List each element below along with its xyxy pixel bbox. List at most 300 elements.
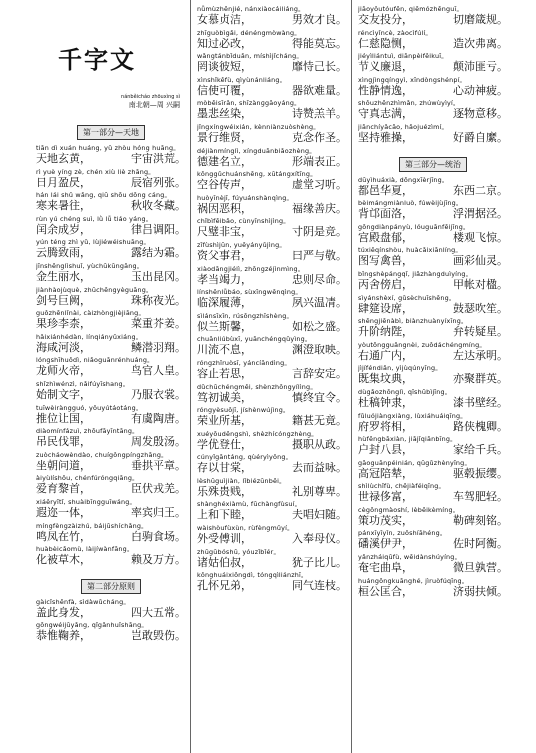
verse-line bbox=[36, 427, 186, 451]
verse-line bbox=[197, 548, 347, 572]
verse-line bbox=[36, 498, 186, 522]
verse-first-half: 墨悲丝染， bbox=[197, 107, 252, 121]
verse-second-half: 东西二京。 bbox=[453, 183, 508, 197]
hanzi-line bbox=[36, 412, 186, 426]
verse-second-half: 造次弗离。 bbox=[453, 36, 508, 50]
pinyin-line: róngzhǐruòsī, yáncíāndìng。 bbox=[197, 358, 291, 367]
verse-line bbox=[358, 199, 508, 223]
verse-second-half: 鸟官人皇。 bbox=[131, 364, 186, 378]
pinyin-line: dǔchūchéngměi, shènzhōngyílìng。 bbox=[197, 382, 317, 391]
verse-line bbox=[197, 571, 347, 595]
verse-second-half: 好爵自縻。 bbox=[453, 130, 508, 144]
hanzi-line bbox=[36, 223, 186, 237]
verse-line bbox=[197, 406, 347, 430]
hanzi-line bbox=[36, 459, 186, 473]
hanzi-line bbox=[197, 296, 347, 310]
verse-line bbox=[197, 265, 347, 289]
verse-second-half: 乃服衣裳。 bbox=[131, 387, 186, 401]
verse-second-half: 赖及万方。 bbox=[131, 553, 186, 567]
verse-first-half: 祸因恶积， bbox=[197, 201, 252, 215]
pinyin-line: xiàodāngjiélì, zhōngzéjìnmìng。 bbox=[197, 264, 305, 273]
hanzi-line bbox=[358, 467, 508, 481]
verse-second-half: 礼别尊卑。 bbox=[292, 484, 347, 498]
verse-line bbox=[36, 191, 186, 215]
verse-second-half: 同气连枝。 bbox=[292, 579, 347, 593]
verse-second-half: 漆书壁经。 bbox=[453, 395, 508, 409]
verse-line bbox=[358, 388, 508, 412]
pinyin-line: cègōngmàoshí, lèbēikèmíng。 bbox=[358, 505, 460, 514]
pinyin-line: sìlánsīxīn, rúsōngzhīshèng。 bbox=[197, 311, 294, 320]
verse-line bbox=[358, 76, 508, 100]
pinyin-line: pánxīyīyǐn, zuǒshíāhéng。 bbox=[358, 529, 447, 538]
verse-second-half: 形端表正。 bbox=[292, 154, 347, 168]
verse-second-half: 菜重芥姜。 bbox=[131, 317, 186, 331]
verse-line bbox=[197, 52, 347, 76]
verse-line bbox=[358, 364, 508, 388]
verse-first-half: 外受傅训， bbox=[197, 532, 252, 546]
author-pinyin: nánběicháo zhōuxìng sì bbox=[121, 94, 180, 100]
pinyin-line: sìyánshèxí, gǔsèchuīshēng。 bbox=[358, 293, 456, 302]
verse-first-half: 上和下睦， bbox=[197, 508, 252, 522]
hanzi-line bbox=[36, 506, 186, 520]
hanzi-line bbox=[358, 443, 508, 457]
verse-second-half: 微旦孰营。 bbox=[453, 561, 508, 575]
pinyin-line: shēngjiēnàbì, biànzhuànyíxīng。 bbox=[358, 317, 468, 326]
verse-second-half: 诗赞羔羊。 bbox=[292, 107, 347, 121]
hanzi-line bbox=[36, 388, 186, 402]
pinyin-line: lóngshīhuǒdì, niǎoguānrénhuáng。 bbox=[36, 356, 154, 365]
verse-second-half: 去而益咏。 bbox=[292, 461, 347, 475]
hanzi-line bbox=[197, 367, 347, 381]
verse-line bbox=[36, 333, 186, 357]
hanzi-line bbox=[358, 60, 508, 74]
verse-line bbox=[36, 238, 186, 262]
verse-line bbox=[197, 217, 347, 241]
verse-first-half: 存以甘棠， bbox=[197, 461, 252, 475]
verse-second-half: 左达承明。 bbox=[453, 348, 508, 362]
verse-second-half: 逐物意移。 bbox=[453, 107, 508, 121]
hanzi-line bbox=[358, 131, 508, 145]
verse-second-half: 男效才良。 bbox=[292, 13, 347, 26]
hanzi-line bbox=[197, 508, 347, 522]
pinyin-line: tuīwèiràngguó, yǒuyútáotáng。 bbox=[36, 403, 143, 412]
verse-first-half: 罔谈彼短， bbox=[197, 60, 252, 74]
verse-line bbox=[197, 194, 347, 218]
verse-first-half: 日月盈昃， bbox=[36, 175, 91, 189]
verse-line bbox=[358, 176, 508, 200]
pinyin-line: wàishòufùxùn, rùfèngmǔyí。 bbox=[197, 524, 294, 533]
hanzi-line bbox=[197, 37, 347, 51]
verse-second-half: 夙兴温凊。 bbox=[292, 296, 347, 310]
verse-line bbox=[36, 262, 186, 286]
pinyin-line: zīfùshìjūn, yuēyányǔjìng。 bbox=[197, 240, 286, 249]
verse-first-half: 宫殿盘郁， bbox=[358, 230, 413, 244]
verse-line bbox=[358, 29, 508, 53]
verse-line bbox=[358, 317, 508, 341]
verse-line bbox=[358, 294, 508, 318]
verse-first-half: 云腾致雨， bbox=[36, 246, 91, 260]
verse-first-half: 杜稿钟隶， bbox=[358, 395, 413, 409]
verse-second-half: 臣伏戎羌。 bbox=[131, 482, 186, 496]
verse-first-half: 爱育黎首， bbox=[36, 482, 91, 496]
hanzi-line bbox=[197, 391, 347, 405]
verse-line bbox=[197, 359, 347, 383]
verse-first-half: 交友投分， bbox=[358, 13, 413, 26]
pinyin-line: mòbēisīrǎn, shīzànɡgāoyáng。 bbox=[197, 99, 301, 108]
verse-line bbox=[358, 435, 508, 459]
hanzi-line bbox=[197, 414, 347, 428]
verse-second-half: 入奉母仪。 bbox=[292, 532, 347, 546]
verse-second-half: 颠沛匪亏。 bbox=[453, 60, 508, 74]
pinyin-line: yòutōngguǎngnèi, zuǒdáchéngmíng。 bbox=[358, 340, 487, 349]
verse-second-half: 四大五常。 bbox=[131, 605, 186, 619]
verse-second-half: 如松之盛。 bbox=[292, 319, 347, 333]
pinyin-line: fǔluójiàngxiàng, lùxiáhuáiqīng。 bbox=[358, 411, 467, 420]
page-title: 千字文 bbox=[58, 45, 136, 74]
verse-second-half: 路侠槐卿。 bbox=[453, 419, 508, 433]
section-heading: 第一部分—天地 bbox=[36, 125, 186, 140]
pinyin-line: rùn yú chéng suì, lǜ lǚ tiáo yáng。 bbox=[36, 214, 153, 223]
pinyin-line: huángōngkuānghé, jìruòfúqīng。 bbox=[358, 576, 469, 585]
verse-second-half: 辰宿列张。 bbox=[131, 175, 186, 189]
column-divider bbox=[351, 0, 352, 753]
verse-first-half: 化被草木， bbox=[36, 553, 91, 567]
hanzi-line bbox=[197, 249, 347, 263]
verse-line bbox=[358, 52, 508, 76]
verse-second-half: 摄职从政。 bbox=[292, 437, 347, 451]
verse-second-half: 鼓瑟吹笙。 bbox=[453, 301, 508, 315]
pinyin-line: hán lái shǔ wǎng, qiū shōu dōng cáng。 bbox=[36, 191, 172, 200]
pinyin-line: dūyìhuáxià, dōngxīèrjīng。 bbox=[358, 175, 449, 184]
verse-second-half: 靡恃己长。 bbox=[292, 60, 347, 74]
pinyin-line: shǐzhìwénzì, nǎifúyīshang。 bbox=[36, 379, 130, 388]
pinyin-line: xìnshǐkěfù, qìyùnánliáng。 bbox=[197, 75, 287, 84]
verse-second-half: 有虞陶唐。 bbox=[131, 411, 186, 425]
verse-line bbox=[36, 621, 186, 645]
verse-second-half: 秋收冬藏。 bbox=[131, 199, 186, 213]
pinyin-line: línshēnlǚbáo, sùxīngwēnqìng。 bbox=[197, 288, 302, 297]
verse-first-half: 图写禽兽， bbox=[358, 254, 413, 268]
verse-first-half: 吊民伐罪， bbox=[36, 435, 91, 449]
verse-first-half: 寒来暑往， bbox=[36, 199, 91, 213]
pinyin-line: túxiěqínshòu, huàcǎixiānlíng。 bbox=[358, 246, 462, 255]
verse-second-half: 甲帐对楹。 bbox=[453, 277, 508, 291]
pinyin-line: zuòcháowèndào, chuígǒngpíngzhāng。 bbox=[36, 450, 168, 459]
verse-line bbox=[36, 522, 186, 546]
pinyin-line: jiànhàojùquè, zhūchēngyèguāng。 bbox=[36, 285, 153, 294]
pinyin-line: xiáěryītǐ, shuàibīngguīwáng。 bbox=[36, 497, 137, 506]
hanzi-line bbox=[358, 349, 508, 363]
verse-line bbox=[197, 288, 347, 312]
hanzi-line bbox=[197, 202, 347, 216]
pinyin-line: hǎixiánhédàn, línqiányǔxiáng。 bbox=[36, 332, 143, 341]
hanzi-line bbox=[197, 579, 347, 593]
verse-first-half: 盖此身发， bbox=[36, 605, 91, 619]
verse-line bbox=[197, 430, 347, 454]
pinyin-line: àiyùlíshǒu, chénfúróngqiāng。 bbox=[36, 474, 139, 483]
pinyin-line: kǒnghuáixiōngdì, tóngqìliánzhī。 bbox=[197, 571, 308, 580]
verse-line bbox=[197, 383, 347, 407]
section-heading: 第二部分原则 bbox=[36, 579, 186, 594]
pinyin-line: xuéyōudēngshì, shèzhícóngzhèng。 bbox=[197, 429, 318, 438]
pinyin-line: jìjíféndiǎn, yìjùqúnyīng。 bbox=[358, 364, 442, 373]
verse-second-half: 忠则尽命。 bbox=[292, 272, 347, 286]
verse-line bbox=[358, 5, 508, 29]
hanzi-line bbox=[358, 207, 508, 221]
verse-second-half: 言辞安定。 bbox=[292, 366, 347, 380]
verse-first-half: 户封八县， bbox=[358, 443, 413, 457]
verse-line bbox=[197, 76, 347, 100]
verse-line bbox=[36, 545, 186, 569]
pinyin-line: huàbèicǎomù, làijíwànfāng。 bbox=[36, 545, 134, 554]
verse-second-half: 车驾肥轻。 bbox=[453, 490, 508, 504]
verse-first-half: 奄宅曲阜， bbox=[358, 561, 413, 575]
hanzi-line bbox=[197, 107, 347, 121]
author: 南北朝—周 兴嗣 bbox=[128, 101, 180, 109]
hanzi-line bbox=[36, 294, 186, 308]
verse-first-half: 性静情逸， bbox=[358, 83, 413, 97]
verse-first-half: 府罗将相， bbox=[358, 419, 413, 433]
hanzi-line bbox=[36, 176, 186, 190]
column-3 bbox=[358, 0, 508, 753]
verse-line bbox=[197, 453, 347, 477]
hanzi-line bbox=[36, 606, 186, 620]
verse-first-half: 右通广内， bbox=[358, 348, 413, 362]
verse-first-half: 高冠陪辇， bbox=[358, 466, 413, 480]
pinyin-line: gāoguānpéinián, qūgǔzhènyīng。 bbox=[358, 458, 472, 467]
pinyin-line: gōngdiànpányù, lóuguānfēijīng。 bbox=[358, 222, 470, 231]
verse-line bbox=[197, 312, 347, 336]
verse-first-half: 知过必改， bbox=[197, 36, 252, 50]
hanzi-line bbox=[197, 13, 347, 27]
hanzi-line bbox=[358, 372, 508, 386]
pinyin-line: diàomínfázuì, zhōufāyīntāng。 bbox=[36, 427, 139, 436]
pinyin-line: yǎnzháiqūfù, wēidànshúyíng。 bbox=[358, 553, 462, 562]
verse-first-half: 海咸河淡， bbox=[36, 340, 91, 354]
verse-second-half: 虚堂习听。 bbox=[292, 178, 347, 192]
pinyin-line: chuānliúbùxī, yuānchéngqǔyìng。 bbox=[197, 335, 312, 344]
hanzi-line bbox=[197, 556, 347, 570]
pinyin-line: róngyèsuǒjī, jíshènwújìng。 bbox=[197, 406, 290, 415]
verse-first-half: 遐迩一体， bbox=[36, 505, 91, 519]
verse-second-half: 珠称夜光。 bbox=[131, 293, 186, 307]
verse-line bbox=[197, 5, 347, 29]
verse-line bbox=[358, 482, 508, 506]
pinyin-line: guǒzhēnlǐnài, càizhòngjièjiāng。 bbox=[36, 309, 146, 318]
hanzi-line bbox=[36, 246, 186, 260]
verse-first-half: 都邑华夏， bbox=[358, 183, 413, 197]
verse-line bbox=[358, 459, 508, 483]
pinyin-line: huòyīnèjī, fúyuánshànqìng。 bbox=[197, 193, 294, 202]
verse-first-half: 资父事君， bbox=[197, 248, 252, 262]
verse-first-half: 孔怀兄弟， bbox=[197, 579, 252, 593]
verse-first-half: 升阶纳陛， bbox=[358, 325, 413, 339]
verse-line bbox=[36, 598, 186, 622]
hanzi-line bbox=[358, 254, 508, 268]
pinyin-line: nǚmùzhēnjié, nánxiàocáiliáng。 bbox=[197, 5, 305, 13]
verse-second-half: 宇宙洪荒。 bbox=[131, 152, 186, 165]
hanzi-line bbox=[358, 278, 508, 292]
verse-second-half: 渊澄取映。 bbox=[292, 343, 347, 357]
verse-first-half: 景行维贤， bbox=[197, 130, 252, 144]
verse-second-half: 楼观飞惊。 bbox=[453, 230, 508, 244]
hanzi-line bbox=[197, 320, 347, 334]
verse-line bbox=[197, 170, 347, 194]
verse-second-half: 济弱扶倾。 bbox=[453, 584, 508, 598]
verse-first-half: 荣业所基， bbox=[197, 414, 252, 428]
verse-line bbox=[36, 309, 186, 333]
verse-first-half: 天地玄黄， bbox=[36, 152, 91, 165]
verse-second-half: 勒碑刻铭。 bbox=[453, 513, 508, 527]
pinyin-line: zhīguòbìgǎi, dénéngmòwàng。 bbox=[197, 28, 301, 37]
pinyin-line: yún téng zhì yǔ, lùjiéwéishuāng。 bbox=[36, 238, 151, 247]
verse-second-half: 驱毂振缨。 bbox=[453, 466, 508, 480]
verse-line bbox=[358, 246, 508, 270]
verse-first-half: 空谷传声， bbox=[197, 178, 252, 192]
verse-line bbox=[358, 223, 508, 247]
verse-first-half: 肆筵设席， bbox=[358, 301, 413, 315]
verse-first-half: 似兰斯馨， bbox=[197, 319, 252, 333]
verse-second-half: 亦聚群英。 bbox=[453, 372, 508, 386]
verse-line bbox=[36, 144, 186, 168]
pinyin-line: gàicǐshēnfà, sìdàwǔcháng。 bbox=[36, 597, 130, 606]
hanzi-line bbox=[358, 514, 508, 528]
verse-second-half: 得能莫忘。 bbox=[292, 36, 347, 50]
verse-second-half: 切磨箴规。 bbox=[453, 13, 508, 26]
hanzi-line bbox=[358, 13, 508, 27]
verse-first-half: 孝当竭力， bbox=[197, 272, 252, 286]
verse-second-half: 心动神疲。 bbox=[453, 83, 508, 97]
verse-first-half: 磻溪伊尹， bbox=[358, 537, 413, 551]
pinyin-line: shǒuzhēnzhìmǎn, zhúwùyìyí。 bbox=[358, 99, 460, 108]
hanzi-line bbox=[36, 341, 186, 355]
verse-second-half: 器欲难量。 bbox=[292, 83, 347, 97]
pinyin-line: hùfēngbāxiàn, jiājǐqiānbīng。 bbox=[358, 435, 457, 444]
verse-first-half: 果珍李柰， bbox=[36, 317, 91, 331]
hanzi-line bbox=[197, 155, 347, 169]
verse-second-half: 克念作圣。 bbox=[292, 130, 347, 144]
section-heading: 第三部分—统治 bbox=[358, 157, 508, 172]
verse-second-half: 夫唱妇随。 bbox=[292, 508, 347, 522]
hanzi-line bbox=[197, 273, 347, 287]
hanzi-line bbox=[358, 107, 508, 121]
hanzi-line bbox=[197, 343, 347, 357]
verse-line bbox=[197, 29, 347, 53]
hanzi-line bbox=[197, 131, 347, 145]
pinyin-line: chǐbìfēibǎo, cùnyīnshìjìng。 bbox=[197, 217, 290, 226]
verse-line bbox=[358, 123, 508, 147]
verse-line bbox=[36, 474, 186, 498]
hanzi-line bbox=[197, 60, 347, 74]
verse-second-half: 犹子比儿。 bbox=[292, 555, 347, 569]
pinyin-line: shìlùchǐfù, chējiàféiqīng。 bbox=[358, 482, 446, 491]
hanzi-line bbox=[358, 585, 508, 599]
verse-line bbox=[36, 356, 186, 380]
verse-line bbox=[358, 99, 508, 123]
verse-first-half: 闰余成岁， bbox=[36, 222, 91, 236]
verse-first-half: 鸣凤在竹， bbox=[36, 529, 91, 543]
verse-second-half: 率宾归王。 bbox=[131, 505, 186, 519]
verse-line bbox=[358, 412, 508, 436]
hanzi-line bbox=[358, 537, 508, 551]
verse-line bbox=[197, 241, 347, 265]
verse-second-half: 浮渭据泾。 bbox=[453, 207, 508, 221]
verse-second-half: 慎终宜令。 bbox=[292, 390, 347, 404]
verse-first-half: 学优登仕， bbox=[197, 437, 252, 451]
verse-line bbox=[36, 380, 186, 404]
verse-second-half: 家给千兵。 bbox=[453, 443, 508, 457]
hanzi-line bbox=[197, 438, 347, 452]
verse-line bbox=[358, 553, 508, 577]
pinyin-line: wǎngtánbǐduǎn, míshìjǐcháng。 bbox=[197, 52, 303, 61]
verse-second-half: 周发殷汤。 bbox=[131, 435, 186, 449]
verse-first-half: 推位让国， bbox=[36, 411, 91, 425]
verse-first-half: 桓公匡合， bbox=[358, 584, 413, 598]
pinyin-line: xìngjìngqíngyì, xīndòngshénpí。 bbox=[358, 75, 467, 84]
pinyin-line: bǐngshèpángqǐ, jiǎzhàngduìyíng。 bbox=[358, 269, 473, 278]
verse-first-half: 尺璧非宝， bbox=[197, 225, 252, 239]
verse-second-half: 玉出昆冈。 bbox=[131, 269, 186, 283]
verse-first-half: 剑号巨阙， bbox=[36, 293, 91, 307]
verse-first-half: 龙师火帝， bbox=[36, 364, 91, 378]
verse-line bbox=[197, 477, 347, 501]
verse-second-half: 弁转疑星。 bbox=[453, 325, 508, 339]
verse-second-half: 佐时阿衡。 bbox=[453, 537, 508, 551]
pinyin-line: rì yuè yíng zè, chén xiù liè zhāng。 bbox=[36, 167, 155, 176]
verse-second-half: 鳞潜羽翔。 bbox=[131, 340, 186, 354]
verse-line bbox=[358, 577, 508, 601]
verse-first-half: 金生丽水， bbox=[36, 269, 91, 283]
verse-first-half: 策功茂实， bbox=[358, 513, 413, 527]
verse-second-half: 画彩仙灵。 bbox=[453, 254, 508, 268]
verse-second-half: 垂拱平章。 bbox=[131, 458, 186, 472]
verse-second-half: 律吕调阳。 bbox=[131, 222, 186, 236]
hanzi-line bbox=[358, 420, 508, 434]
pinyin-line: shànghéxiàmù, fūchàngfùsuí。 bbox=[197, 500, 302, 509]
verse-second-half: 寸阴是竞。 bbox=[292, 225, 347, 239]
verse-first-half: 丙舍傍启， bbox=[358, 277, 413, 291]
hanzi-line bbox=[358, 84, 508, 98]
pinyin-line: réncìyǐncè, zàocìfúlí。 bbox=[358, 28, 432, 37]
verse-first-half: 恭惟鞠养， bbox=[36, 629, 91, 643]
verse-line bbox=[36, 286, 186, 310]
verse-first-half: 笃初诚美， bbox=[197, 390, 252, 404]
pinyin-line: jīnshēnglìshuǐ, yùchūkūngāng。 bbox=[36, 261, 144, 270]
verse-first-half: 守真志满， bbox=[358, 107, 413, 121]
hanzi-line bbox=[36, 435, 186, 449]
column-2 bbox=[197, 0, 347, 753]
pinyin-line: jǐngxíngwéixián, kènniànzuòshèng。 bbox=[197, 122, 320, 131]
pinyin-line: jiāoyǒutóufēn, qiēmózhēnguī。 bbox=[358, 5, 464, 13]
verse-second-half: 岂敢毁伤。 bbox=[131, 629, 186, 643]
pinyin-line: lèshūguìjiàn, lǐbiézūnbēi。 bbox=[197, 476, 286, 485]
title-block bbox=[36, 0, 186, 119]
hanzi-line bbox=[358, 184, 508, 198]
pinyin-line: dùgǎozhōnglì, qīshūbìjīng。 bbox=[358, 387, 452, 396]
hanzi-line bbox=[36, 152, 186, 166]
verse-line bbox=[197, 500, 347, 524]
verse-line bbox=[36, 451, 186, 475]
verse-first-half: 世禄侈富， bbox=[358, 490, 413, 504]
column-divider bbox=[190, 0, 191, 753]
verse-first-half: 坐朝问道， bbox=[36, 458, 91, 472]
pinyin-line: kōnggǔchuánshēng, xūtángxítīng。 bbox=[197, 170, 317, 179]
pinyin-line: cúnyǐgāntáng, qùéryìyǒng。 bbox=[197, 453, 293, 462]
pinyin-line: tiān dì xuán huáng, yǔ zhòu hóng huāng。 bbox=[36, 144, 180, 152]
verse-second-half: 曰严与敬。 bbox=[292, 248, 347, 262]
verse-line bbox=[197, 335, 347, 359]
pinyin-line: zhūgūbóshū, yóuzǐbǐér。 bbox=[197, 547, 281, 556]
